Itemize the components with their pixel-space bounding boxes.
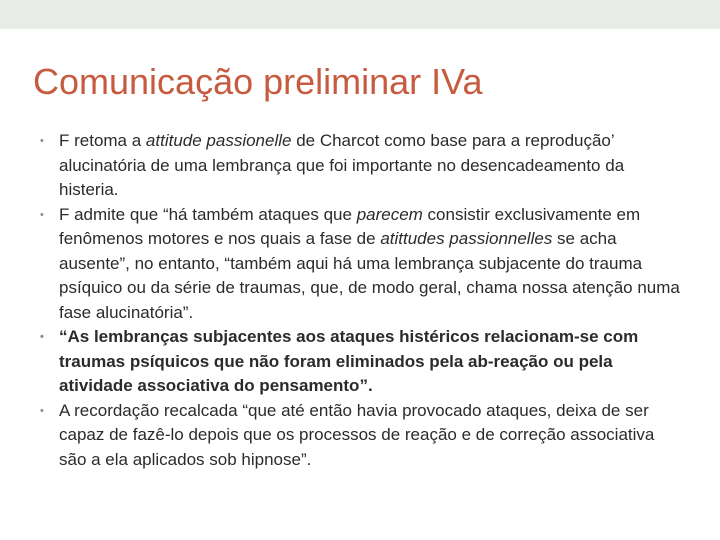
- bullet-marker: •: [40, 208, 44, 221]
- bullet-marker: •: [40, 135, 44, 147]
- top-decorative-band: [0, 0, 720, 29]
- slide-title: Comunicação preliminar IVa: [33, 61, 483, 102]
- bullet-list: [40, 129, 680, 472]
- italic-term: atittudes passionnelles: [380, 229, 553, 248]
- bullet-marker: •: [40, 331, 44, 343]
- bullet-text: A recordação recalcada “que até então havia provocado ataques, deixa de ser capaz de fazê-lo depois que os processos de reação e de correção associativa são a ela aplicados sob hipnose”.: [59, 400, 655, 469]
- italic-term: attitude passionelle: [145, 131, 292, 150]
- bullet-item-3: [40, 325, 680, 399]
- bullet-text: F retoma a: [59, 131, 146, 150]
- bullet-text: F admite que “há também ataques que: [59, 204, 357, 224]
- bullet-marker: •: [40, 404, 44, 417]
- bullet-text: consistir exclusivamente em fenômenos motores e nos quais a fase de: [59, 204, 641, 248]
- bullet-item-2: [40, 203, 680, 326]
- bullet-item-4: [40, 399, 680, 473]
- bullet-text: “As lembranças subjacentes aos ataques histéricos relacionam-se com traumas psíquicos que não foram eliminados pela ab-reação ou pela atividade associativa do pensamento”.: [59, 327, 639, 395]
- bullet-item-1: [40, 129, 680, 203]
- bullet-text: de Charcot como base para a reprodução’ alucinatória de uma lembrança que foi importante no desencadeamento da histeria.: [59, 131, 625, 199]
- italic-term: parecem: [356, 204, 423, 224]
- bullet-text: se acha ausente”, no entanto, “também aqui há uma lembrança subjacente do trauma psíquico ou da série de traumas, que, de modo geral, chama nossa atenção numa fase alucinatória”.: [59, 229, 680, 322]
